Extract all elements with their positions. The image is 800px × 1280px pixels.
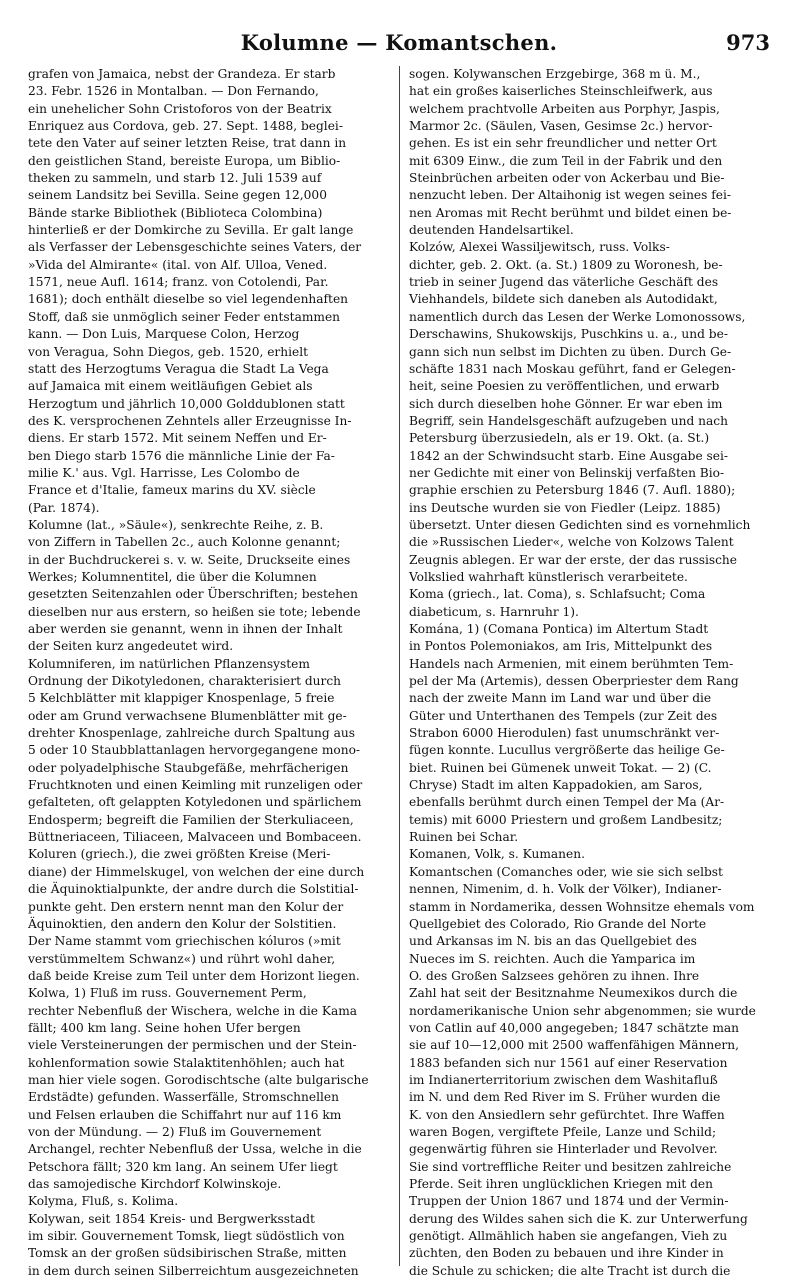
text-line: in dem durch seinen Silberreichtum ausgezeichneten — [28, 1263, 359, 1278]
text-line: in der Buchdruckerei s. v. w. Seite, Druckseite eines — [28, 552, 351, 567]
text-line: nennen, Nimenim, d. h. Volk der Völker), Indianer- — [409, 882, 722, 897]
text-line: Herzogtum und jährlich 10,000 Golddublonen statt — [28, 396, 345, 411]
text-line: (Par. 1874). — [28, 500, 100, 515]
text-line: stamm in Nordamerika, dessen Wohnsitze ehemals vom — [409, 899, 755, 914]
text-line: hat ein großes kaiserliches Steinschleifwerk, aus — [409, 84, 713, 99]
text-line: genötigt. Allmählich haben sie angefangen, Vieh zu — [409, 1229, 728, 1244]
text-line: statt des Herzogtums Veragua die Stadt La Vega — [28, 361, 329, 376]
text-line: Viehhandels, bildete sich daneben als Autodidakt, — [409, 292, 718, 307]
text-line: Kolywan, seit 1854 Kreis- und Bergwerksstadt — [28, 1211, 315, 1226]
text-line: temis) mit 6000 Priestern und großem Landbesitz; — [409, 812, 723, 827]
text-line: Güter und Unterthanen des Tempels (zur Zeit des — [409, 708, 718, 723]
text-line: Chryse) Stadt im alten Kappadokien, am Saros, — [409, 778, 703, 793]
text-line: Kolwa, 1) Fluß im russ. Gouvernement Perm, — [28, 986, 307, 1001]
text-line: daß beide Kreise zum Teil unter dem Horizont liegen. — [28, 968, 360, 983]
text-line: Archangel, rechter Nebenfluß der Ussa, welche in die — [28, 1142, 362, 1157]
text-line: oder polyadelphische Staubgefäße, mehrfächerigen — [28, 760, 349, 775]
text-line: die »Russischen Lieder«, welche von Kolzows Talent — [409, 535, 734, 550]
text-line: ben Diego starb 1576 die männliche Linie der Fa- — [28, 448, 335, 463]
text-line: Komantschen (Comanches oder, wie sie sich selbst — [409, 864, 723, 879]
text-line: Marmor 2c. (Säulen, Vasen, Gesimse 2c.) hervor- — [409, 119, 713, 134]
text-line: sie auf 10—12,000 mit 2500 waffenfähigen Männern, — [409, 1038, 739, 1053]
text-line: auf Jamaica mit einem weitläufigen Gebiet als — [28, 379, 313, 394]
text-line: Pferde. Seit ihren unglücklichen Kriegen mit den — [409, 1177, 713, 1191]
text-line: im N. und dem Red River im S. Früher wurden die — [409, 1090, 721, 1105]
text-line: »Vida del Almirante« (ital. von Alf. Ulloa, Vened. — [28, 257, 328, 272]
text-line: deutenden Handelsartikel. — [409, 223, 574, 238]
text-line: und Felsen erlauben die Schiffahrt nur auf 116 km — [28, 1107, 342, 1122]
text-line: trieb in seiner Jugend das väterliche Geschäft des — [409, 275, 719, 290]
text-line: graphie erschien zu Petersburg 1846 (7. Aufl. 1880); — [409, 483, 736, 498]
text-line: sogen. Kolywanschen Erzgebirge, 368 m ü. M., — [409, 67, 701, 81]
text-line: derung des Wildes sahen sich die K. zur Unterwerfung — [409, 1211, 748, 1226]
text-line: theken zu sammeln, und starb 12. Juli 1539 auf — [28, 171, 322, 186]
text-line: die Schule zu schicken; die alte Tracht ist durch die — [409, 1263, 731, 1278]
text-line: und Arkansas im N. bis an das Quellgebiet des — [409, 934, 697, 949]
text-line: dieselben nur aus erstern, so heißen sie tote; lebende — [28, 604, 361, 619]
text-line: Werkes; Kolumnentitel, die über die Kolumnen — [28, 569, 317, 584]
text-line: im Indianerterritorium zwischen dem Washitafluß — [409, 1072, 718, 1087]
text-line: Komána, 1) (Comana Pontica) im Altertum Stadt — [409, 622, 709, 636]
text-line: schäfte 1831 nach Moskau geführt, fand er Gelegen- — [409, 361, 736, 376]
text-line: von Veragua, Sohn Diegos, geb. 1520, erhielt — [28, 344, 309, 359]
text-line: welchem prachtvolle Arbeiten aus Porphyr, Jaspis, — [409, 101, 720, 116]
text-line: Koma (griech., lat. Coma), s. Schlafsucht; Coma — [409, 587, 706, 602]
text-line: rechter Nebenfluß der Wischera, welche in die Kama — [28, 1003, 358, 1018]
page-header — [28, 30, 770, 62]
text-line: Truppen der Union 1867 und 1874 und der Vermin- — [409, 1194, 729, 1209]
text-line: Enriquez aus Cordova, geb. 27. Sept. 1488, beglei- — [28, 119, 343, 134]
text-line: hinterließ er der Domkirche zu Sevilla. Er galt lange — [28, 223, 354, 238]
text-line: Der Name stammt vom griechischen kóluros (»mit — [28, 934, 341, 949]
text-line: von Catlin auf 40,000 angegeben; 1847 schätzte man — [409, 1020, 740, 1035]
text-line: nenzucht leben. Der Altaihonig ist wegen seines fei- — [409, 188, 732, 203]
text-line: ebenfalls berühmt durch einen Tempel der Ma (Ar- — [409, 795, 725, 810]
text-line: Erdstädte) gefunden. Wasserfälle, Stromschnellen — [28, 1090, 339, 1105]
text-line: Volkslied wahrhaft künstlerisch verarbeitete. — [409, 569, 688, 584]
text-line: oder am Grund verwachsene Blumenblätter mit ge- — [28, 708, 347, 723]
page-number: 973 — [726, 30, 770, 55]
text-line: Sie sind vortreffliche Reiter und besitzen zahlreiche — [409, 1159, 732, 1174]
text-line: viele Versteinerungen der permischen und der Stein- — [28, 1038, 357, 1053]
text-line: gehen. Es ist ein sehr freundlicher und netter Ort — [409, 136, 717, 151]
text-line: Ruinen bei Schar. — [409, 830, 519, 845]
text-line: Derschawins, Shukowskijs, Puschkins u. a., und be- — [409, 327, 728, 342]
text-line: Büttneriaceen, Tiliaceen, Malvaceen und Bombaceen. — [28, 830, 362, 845]
text-line: heit, seine Poesien zu veröffentlichen, und erwarb — [409, 379, 720, 394]
text-line: diens. Er starb 1572. Mit seinem Neffen und Er- — [28, 431, 327, 446]
text-line: in Pontos Polemoniakos, am Iris, Mittelpunkt des — [409, 639, 713, 654]
text-line: sich durch dieselben hohe Gönner. Er war eben im — [409, 396, 723, 411]
text-line: Bände starke Bibliothek (Biblioteca Colombina) — [28, 205, 323, 220]
text-line: von Ziffern in Tabellen 2c., auch Kolonne genannt; — [28, 535, 341, 550]
text-line: gesetzten Seitenzahlen oder Überschriften; bestehen — [28, 587, 358, 602]
text-line: Kolumniferen, im natürlichen Pflanzensystem — [28, 656, 310, 671]
text-line: 23. Febr. 1526 in Montalban. — Don Fernando, — [28, 84, 319, 99]
text-line: kohlenformation sowie Stalaktitenhöhlen; auch hat — [28, 1055, 345, 1070]
text-line: seinem Landsitz bei Sevilla. Seine gegen 12,000 — [28, 188, 327, 203]
text-line: Zahl hat seit der Besitznahme Neumexikos durch die — [409, 986, 738, 1001]
text-line: von der Mündung. — 2) Fluß im Gouvernement — [28, 1124, 322, 1139]
text-line: grafen von Jamaica, nebst der Grandeza. Er starb — [28, 67, 336, 81]
text-line: Kolumne (lat., »Säule«), senkrechte Reihe, z. B. — [28, 517, 324, 532]
text-line: den geistlichen Stand, bereiste Europa, um Biblio- — [28, 153, 341, 168]
text-line: 1571, neue Aufl. 1614; franz. von Cotolendi, Par. — [28, 275, 329, 290]
text-line: Petschora fällt; 320 km lang. An seinem Ufer liegt — [28, 1159, 338, 1174]
text-line: K. von den Ansiedlern sehr gefürchtet. Ihre Waffen — [409, 1107, 725, 1122]
text-line: im sibir. Gouvernement Tomsk, liegt südöstlich von — [28, 1229, 345, 1244]
text-line: nordamerikanische Union sehr abgenommen; sie wurde — [409, 1003, 756, 1018]
text-line: punkte geht. Den erstern nennt man den Kolur der — [28, 899, 344, 914]
text-line: drehter Knospenlage, zahlreiche durch Spaltung aus — [28, 726, 355, 741]
text-line: fügen konnte. Lucullus vergrößerte das heilige Ge- — [409, 743, 725, 758]
text-line: ein unehelicher Sohn Cristoforos von der Beatrix — [28, 101, 332, 116]
text-line: man hier viele sogen. Gorodischtsche (alte bulgarische — [28, 1072, 369, 1087]
text-line: kann. — Don Luis, Marquese Colon, Herzog — [28, 327, 300, 342]
right-column — [409, 66, 771, 1278]
text-line: biet. Ruinen bei Gümenek unweit Tokat. — 2) (C. — [409, 760, 712, 775]
text-line: 1842 an der Schwindsucht starb. Eine Ausgabe sei- — [409, 448, 729, 463]
text-line: züchten, den Boden zu bebauen und ihre Kinder in — [409, 1246, 724, 1261]
text-line: nen Aromas mit Recht berühmt und bildet einen be- — [409, 205, 732, 220]
text-line: der Seiten kurz angedeutet wird. — [28, 639, 234, 654]
text-line: tete den Vater auf seiner letzten Reise, trat dann in — [28, 136, 347, 151]
text-line: diane) der Himmelskugel, von welchen der eine durch — [28, 864, 365, 879]
text-line: milie K.' aus. Vgl. Harrisse, Les Colombo de — [28, 465, 300, 480]
column-divider — [399, 66, 400, 1266]
text-line: diabeticum, s. Harnruhr 1). — [409, 604, 579, 619]
text-line: Strabon 6000 Hierodulen) fast unumschränkt ver- — [409, 726, 720, 741]
text-line: Nueces im S. reichten. Auch die Yamparica im — [409, 951, 696, 966]
text-line: Tomsk an der großen südsibirischen Straße, mitten — [28, 1246, 347, 1261]
text-line: ner Gedichte mit einer von Belinskij verfaßten Bio- — [409, 465, 725, 480]
text-line: O. des Großen Salzsees gehören zu ihnen. Ihre — [409, 968, 700, 983]
text-line: gefalteten, oft gelappten Kotyledonen und spärlichem — [28, 795, 362, 810]
text-line: Kolyma, Fluß, s. Kolima. — [28, 1194, 179, 1209]
text-line: pel der Ma (Artemis), dessen Oberpriester dem Rang — [409, 674, 739, 689]
text-line: 1883 befanden sich nur 1561 auf einer Reservation — [409, 1055, 728, 1070]
text-line: Quellgebiet des Colorado, Rio Grande del Norte — [409, 916, 707, 931]
text-line: Komanen, Volk, s. Kumanen. — [409, 847, 585, 862]
text-line: Kolzów, Alexei Wassiljewitsch, russ. Volks- — [409, 240, 670, 255]
text-line: als Verfasser der Lebensgeschichte seines Vaters, der — [28, 240, 362, 255]
left-column — [28, 66, 390, 1278]
text-line: Fruchtknoten und einen Keimling mit runzeligen oder — [28, 778, 363, 793]
text-line: das samojedische Kirchdorf Kolwinskoje. — [28, 1177, 282, 1191]
text-line: Koluren (griech.), die zwei größten Kreise (Meri- — [28, 847, 331, 862]
text-line: Endosperm; begreift die Familien der Sterkuliaceen, — [28, 812, 354, 827]
text-line: verstümmeltem Schwanz«) und rührt wohl daher, — [28, 951, 336, 966]
text-line: gann sich nun selbst im Dichten zu üben. Durch Ge- — [409, 344, 732, 359]
text-line: Zeugnis ablegen. Er war der erste, der das russische — [409, 552, 737, 567]
text-line: aber werden sie genannt, wenn in ihnen der Inhalt — [28, 622, 343, 636]
text-line: namentlich durch das Lesen der Werke Lomonossows, — [409, 309, 746, 324]
text-line: übersetzt. Unter diesen Gedichten sind es vornehmlich — [409, 517, 751, 532]
running-title: Kolumne — Komantschen. — [240, 30, 558, 55]
text-line: Begriff, sein Handelsgeschäft aufzugeben und nach — [409, 413, 728, 428]
text-line: gegenwärtig führen sie Hinterlader und Revolver. — [409, 1142, 718, 1157]
text-line: 5 Kelchblätter mit klappiger Knospenlage, 5 freie — [28, 691, 335, 706]
text-line: Steinbrüchen arbeiten oder von Ackerbau und Bie- — [409, 171, 725, 186]
text-line: waren Bogen, vergiftete Pfeile, Lanze und Schild; — [409, 1124, 717, 1139]
text-line: dichter, geb. 2. Okt. (a. St.) 1809 zu Woronesh, be- — [409, 257, 723, 272]
text-line: die Äquinoktialpunkte, der andre durch die Solstitial- — [28, 882, 359, 897]
text-line: mit 6309 Einw., die zum Teil in der Fabrik und den — [409, 153, 723, 168]
text-line: 5 oder 10 Staubblattanlagen hervorgegangene mono- — [28, 743, 361, 758]
text-line: France et d'Italie, fameux marins du XV. siècle — [28, 483, 316, 498]
text-line: des K. versprochenen Zehntels aller Erzeugnisse In- — [28, 413, 352, 428]
text-line: Stoff, daß sie unmöglich seiner Feder entstammen — [28, 309, 341, 324]
text-line: Ordnung der Dikotyledonen, charakterisiert durch — [28, 674, 342, 689]
text-line: Handels nach Armenien, mit einem berühmten Tem- — [409, 656, 734, 671]
text-line: Äquinoktien, den andern den Kolur der Solstitien. — [28, 916, 337, 931]
text-line: 1681); doch enthält dieselbe so viel legendenhaften — [28, 292, 349, 307]
text-line: nach der zweite Mann im Land war und über die — [409, 691, 712, 706]
text-line: ins Deutsche wurden sie von Fiedler (Leipz. 1885) — [409, 500, 721, 515]
text-line: fällt; 400 km lang. Seine hohen Ufer bergen — [28, 1020, 301, 1035]
text-line: Petersburg überzusiedeln, als er 19. Okt. (a. St.) — [409, 431, 710, 446]
